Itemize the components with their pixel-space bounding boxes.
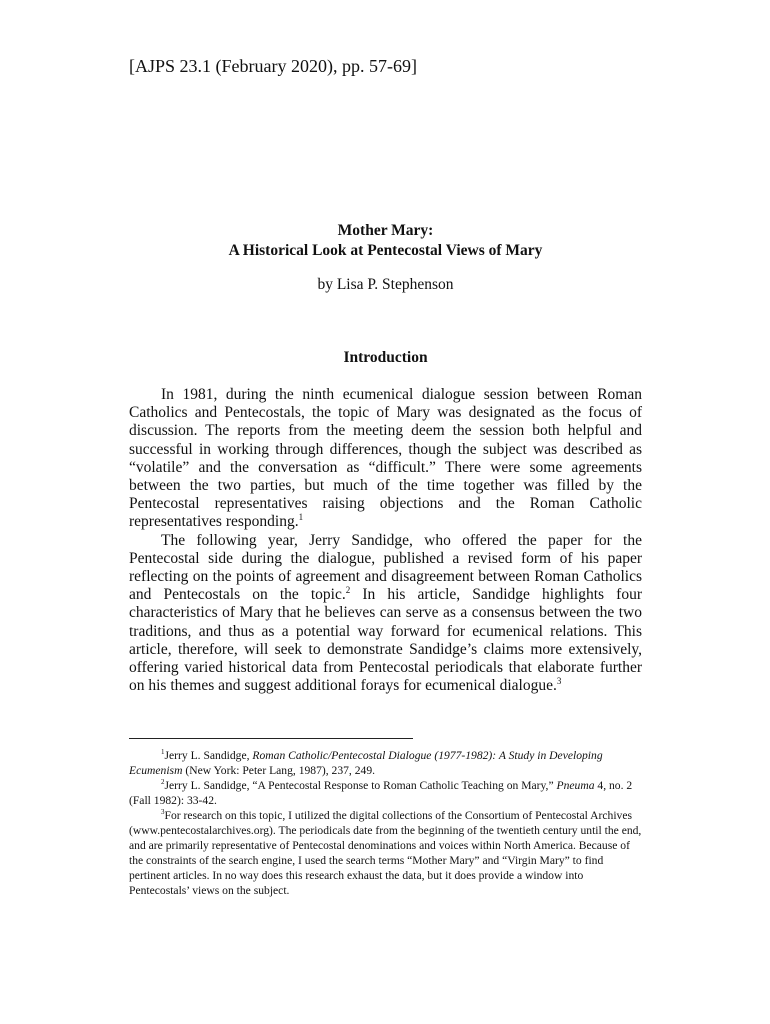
footnote-2 — [129, 778, 642, 808]
section-heading: Introduction — [343, 349, 428, 366]
paragraph-1 — [129, 386, 642, 532]
footnote-ref-1[interactable]: 1 — [298, 512, 304, 523]
title-line-1: Mother Mary: — [337, 222, 434, 239]
paragraph-1-text: In 1981, during the ninth ecumenical dialogue session between Roman Catholics and Pentecostals, the topic of Mary was designated as the focus of discussion. The reports from the meeting deem the session both helpful and successful in working through differences, though the subject was described as “volatile” and the conversation as “difficult.” There were some agreements between the two parties, but much of the time together was filled by the Pentecostal representatives raising objections and the Roman Catholic representatives responding. — [129, 386, 642, 531]
footnote-2-mark: 2 — [161, 778, 165, 787]
footnote-ref-3[interactable]: 3 — [556, 676, 562, 687]
article-body — [129, 386, 642, 695]
footnote-3-mark: 3 — [161, 808, 165, 817]
footnotes — [129, 748, 642, 898]
footnote-1-pre: Jerry L. Sandidge, — [164, 749, 253, 762]
footnote-2-journal: Pneuma — [556, 779, 595, 792]
paragraph-2-text-a: The following year, Jerry Sandidge, who offered the paper for the Pentecostal side during the dialogue, published a revised form of his paper reflecting on the points of agreement and disagreement between Roman Catholics and Pentecostals on the topic. — [129, 531, 642, 604]
footnote-3 — [129, 808, 642, 898]
author-byline: by Lisa P. Stephenson — [317, 276, 454, 293]
footnote-1-mark: 1 — [161, 748, 165, 757]
footnote-2-post: 4, no. 2 (Fall 1982): 33-42. — [129, 779, 633, 807]
paragraph-2 — [129, 532, 642, 696]
article-title — [129, 221, 642, 261]
footnote-1-post: (New York: Peter Lang, 1987), 237, 249. — [182, 764, 376, 777]
footnote-ref-2[interactable]: 2 — [345, 585, 351, 596]
footnote-1-title: Roman Catholic/Pentecostal Dialogue (1977-1982): A Study in Developing Ecumenism — [129, 749, 603, 777]
paragraph-2-text-b: In his article, Sandidge highlights four characteristics of Mary that he believes can serve as a consensus between the two traditions, and thus as a potential way forward for ecumenical relations. This article, therefore, will seek to demonstrate Sandidge’s claims more extensively, offering varied historical data from Pentecostal periodicals that elaborate further on his themes and suggest additional forays for ecumenical dialogue. — [129, 586, 642, 695]
footnote-divider — [129, 738, 413, 739]
citation-header: [AJPS 23.1 (February 2020), pp. 57-69] — [129, 56, 417, 76]
title-line-2: A Historical Look at Pentecostal Views of Mary — [228, 242, 543, 259]
footnote-2-pre: Jerry L. Sandidge, “A Pentecostal Response to Roman Catholic Teaching on Mary,” — [164, 779, 557, 792]
footnote-3-text: For research on this topic, I utilized the digital collections of the Consortium of Pentecostal Archives (www.pentecostalarchives.org). The periodicals date from the beginning of the twentieth century until the end, and are primarily representative of Pentecostal denominations and voices within North America. Because of the constraints of the search engine, I used the search terms “Mother Mary” and “Virgin Mary” to find pertinent articles. In no way does this research exhaust the data, but it does provide a window into Pentecostals’ views on the subject. — [129, 809, 642, 897]
footnote-1 — [129, 748, 642, 778]
